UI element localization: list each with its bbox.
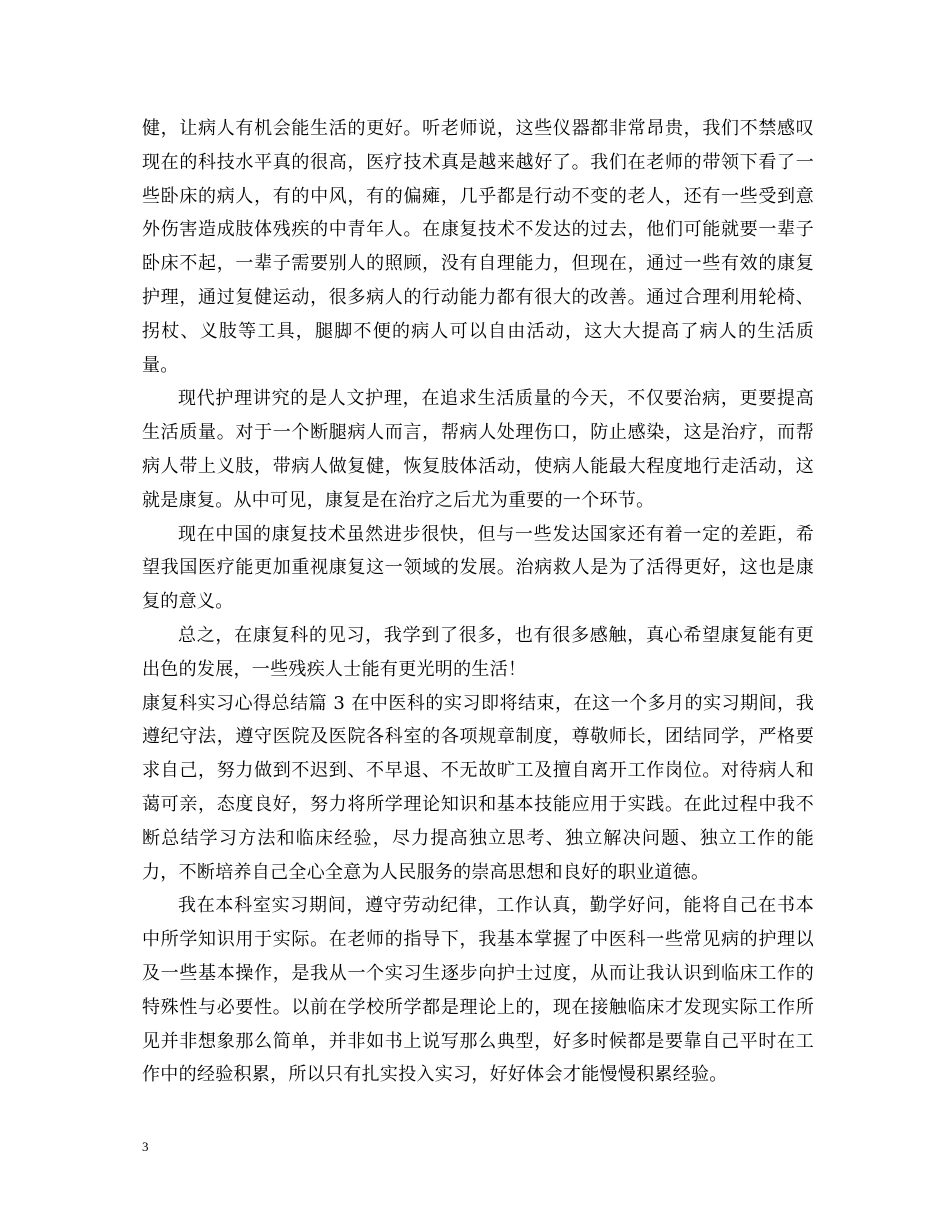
section-heading: 康复科实习心得总结篇 3: [142, 692, 346, 714]
body-text: [142, 112, 814, 1092]
page-number: 3: [142, 1139, 149, 1154]
paragraph-2: 现代护理讲究的是人文护理，在追求生活质量的今天，不仅要治病，更要提高生活质量。对于一个断腿病人而言，帮病人处理伤口，防止感染，这是治疗，而帮病人带上义肢，带病人做复健，恢复肢体活动，使病人能最大程度地行走活动，这就是康复。从中可见，康复是在治疗之后尤为重要的一个环节。: [142, 388, 814, 511]
closing-paragraph: 我在本科室实习期间，遵守劳动纪律，工作认真，勤学好问，能将自己在书本中所学知识用于实际。在老师的指导下，我基本掌握了中医科一些常见病的护理以及一些基本操作，是我从一个实习生逐步向护士过度，从而让我认识到临床工作的特殊性与必要性。以前在学校所学都是理论上的，现在接触临床才发现实际工作所见并非想象那么简单，并非如书上说写那么典型，好多时候都是要靠自己平时在工作中的经验积累，所以只有扎实投入实习，好好体会才能慢慢积累经验。: [142, 895, 814, 1086]
paragraph-3: 现在中国的康复技术虽然进步很快，但与一些发达国家还有着一定的差距，希望我国医疗能更加重视康复这一领域的发展。治病救人是为了活得更好，这也是康复的意义。: [142, 523, 814, 613]
section-intro: 在中医科的实习即将结束，在这一个多月的实习期间，我遵纪守法，遵守医院及医院各科室的各项规章制度，尊敬师长，团结同学，严格要求自己，努力做到不迟到、不早退、不无故旷工及擅自离开工作岗位。对待病人和蔼可亲，态度良好，努力将所学理论知识和基本技能应用于实践。在此过程中我不断总结学习方法和临床经验，尽力提高独立思考、独立解决问题、独立工作的能力，不断培养自己全心全意为人民服务的崇高思想和良好的职业道德。: [142, 692, 814, 883]
paragraph-1: 健，让病人有机会能生活的更好。听老师说，这些仪器都非常昂贵，我们不禁感叹现在的科技水平真的很高，医疗技术真是越来越好了。我们在老师的带领下看了一些卧床的病人，有的中风，有的偏瘫，几乎都是行动不变的老人，还有一些受到意外伤害造成肢体残疾的中青年人。在康复技术不发达的过去，他们可能就要一辈子卧床不起，一辈子需要别人的照顾，没有自理能力，但现在，通过一些有效的康复护理，通过复健运动，很多病人的行动能力都有很大的改善。通过合理利用轮椅、拐杖、义肢等工具，腿脚不便的病人可以自由活动，这大大提高了病人的生活质量。: [142, 118, 814, 376]
section-paragraph: [142, 687, 814, 890]
paragraph-4: 总之，在康复科的见习，我学到了很多，也有很多感触，真心希望康复能有更出色的发展，一些残疾人士能有更光明的生活！: [142, 624, 814, 680]
